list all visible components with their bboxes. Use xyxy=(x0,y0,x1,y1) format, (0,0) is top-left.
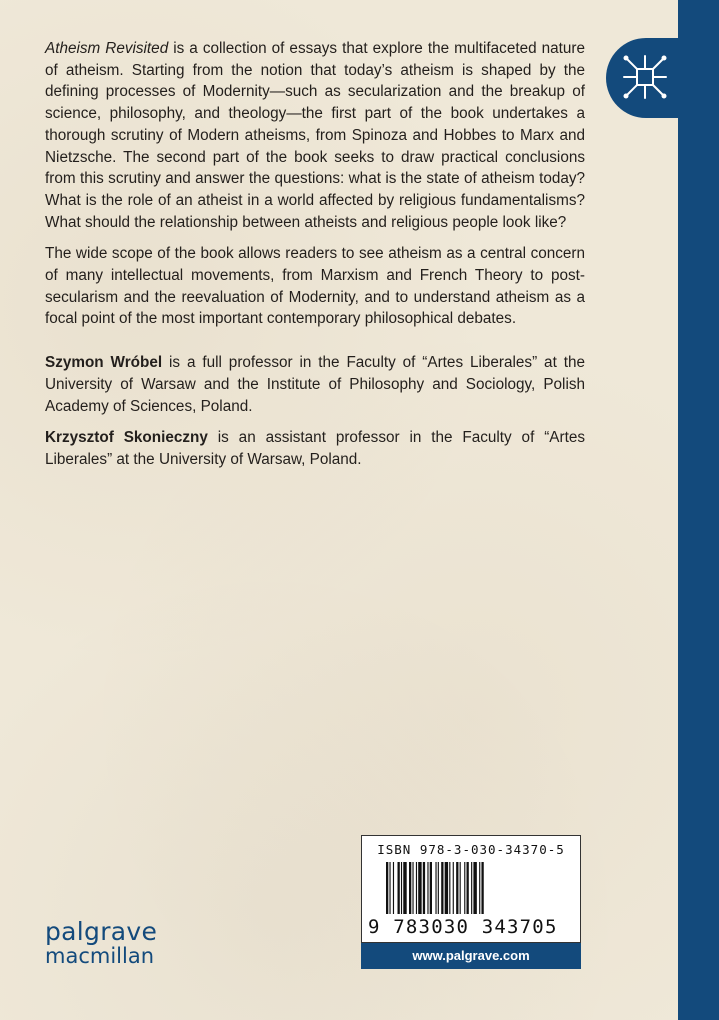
barcode-bar xyxy=(481,862,483,914)
barcode-digits: 9 783030 343705 xyxy=(368,916,558,938)
barcode-bar xyxy=(471,862,472,914)
isbn-label: ISBN 978-3-030-34370-5 xyxy=(377,842,565,857)
description-paragraph-1: Atheism Revisited is a collection of essays that explore the multifaceted nature of atheism. Starting from the notion that today’s atheism is shaped by the defining processes of Modernity—such as secularization and the breakup of science, philosophy, and theology—the first part of the book undertakes a thorough scrutiny of Modern atheisms, from Spinoza and Hobbes to Marx and Nietzsche. The second part of the book seeks to draw practical conclusions from this scrutiny and answer the questions: what is the state of atheism today? What is the role of an atheist in a world affected by religious fundamentalisms? What should the relationship between atheists and religious people look like? xyxy=(45,40,585,231)
barcode-bar xyxy=(435,862,436,914)
publisher-url: www.palgrave.com xyxy=(361,943,581,969)
publisher-logo xyxy=(45,917,158,968)
barcode-bar xyxy=(412,862,413,914)
author-bio-1: Szymon Wróbel is a full professor in the Faculty of “Artes Liberales” at the University of Warsaw and the Institute of Philosophy and Sociology, Polish Academy of Sciences, Poland. xyxy=(45,354,585,415)
palgrave-network-icon xyxy=(620,52,670,102)
barcode-bar xyxy=(438,862,439,914)
barcode-bar xyxy=(427,862,428,914)
barcode-bar xyxy=(423,862,425,914)
barcode-bar xyxy=(418,862,421,914)
barcode-bar xyxy=(473,862,476,914)
author-name: Krzysztof Skonieczny xyxy=(45,429,208,447)
author-name: Szymon Wróbel xyxy=(45,354,163,372)
barcode-bar xyxy=(403,862,406,914)
barcode-bar xyxy=(479,862,480,914)
book-title: Atheism Revisited xyxy=(45,40,169,57)
barcode-bar xyxy=(441,862,443,914)
barcode xyxy=(384,862,560,918)
barcode-bar xyxy=(386,862,388,914)
publisher-emblem xyxy=(606,38,719,118)
barcode-bar xyxy=(449,862,450,914)
barcode-bar xyxy=(389,862,390,914)
author-bio-2: Krzysztof Skonieczny is an assistant professor in the Faculty of “Artes Liberales” at the University of Warsaw, Poland. xyxy=(45,429,585,468)
back-cover-text xyxy=(45,38,585,481)
barcode-bar xyxy=(393,862,394,914)
logo-macmillan: macmillan xyxy=(45,944,155,968)
barcode-bar xyxy=(416,862,417,914)
logo-palgrave: palgrave xyxy=(45,917,158,946)
barcode-bar xyxy=(401,862,402,914)
barcode-bar xyxy=(467,862,469,914)
barcode-bar xyxy=(445,862,448,914)
barcode-bar xyxy=(456,862,458,914)
barcode-bar xyxy=(409,862,411,914)
barcode-bar xyxy=(453,862,454,914)
cover-spine xyxy=(678,0,719,1020)
barcode-bar xyxy=(464,862,465,914)
barcode-bar xyxy=(430,862,432,914)
isbn-barcode-box xyxy=(361,835,581,943)
description-paragraph-2: The wide scope of the book allows readers to see atheism as a central concern of many intellectual movements, from Marxism and French Theory to post-secularism and the reevaluation of Modernity, and to understand atheism as a focal point of the most important contemporary philosophical debates. xyxy=(45,245,585,328)
barcode-bar xyxy=(460,862,461,914)
barcode-bar xyxy=(398,862,400,914)
